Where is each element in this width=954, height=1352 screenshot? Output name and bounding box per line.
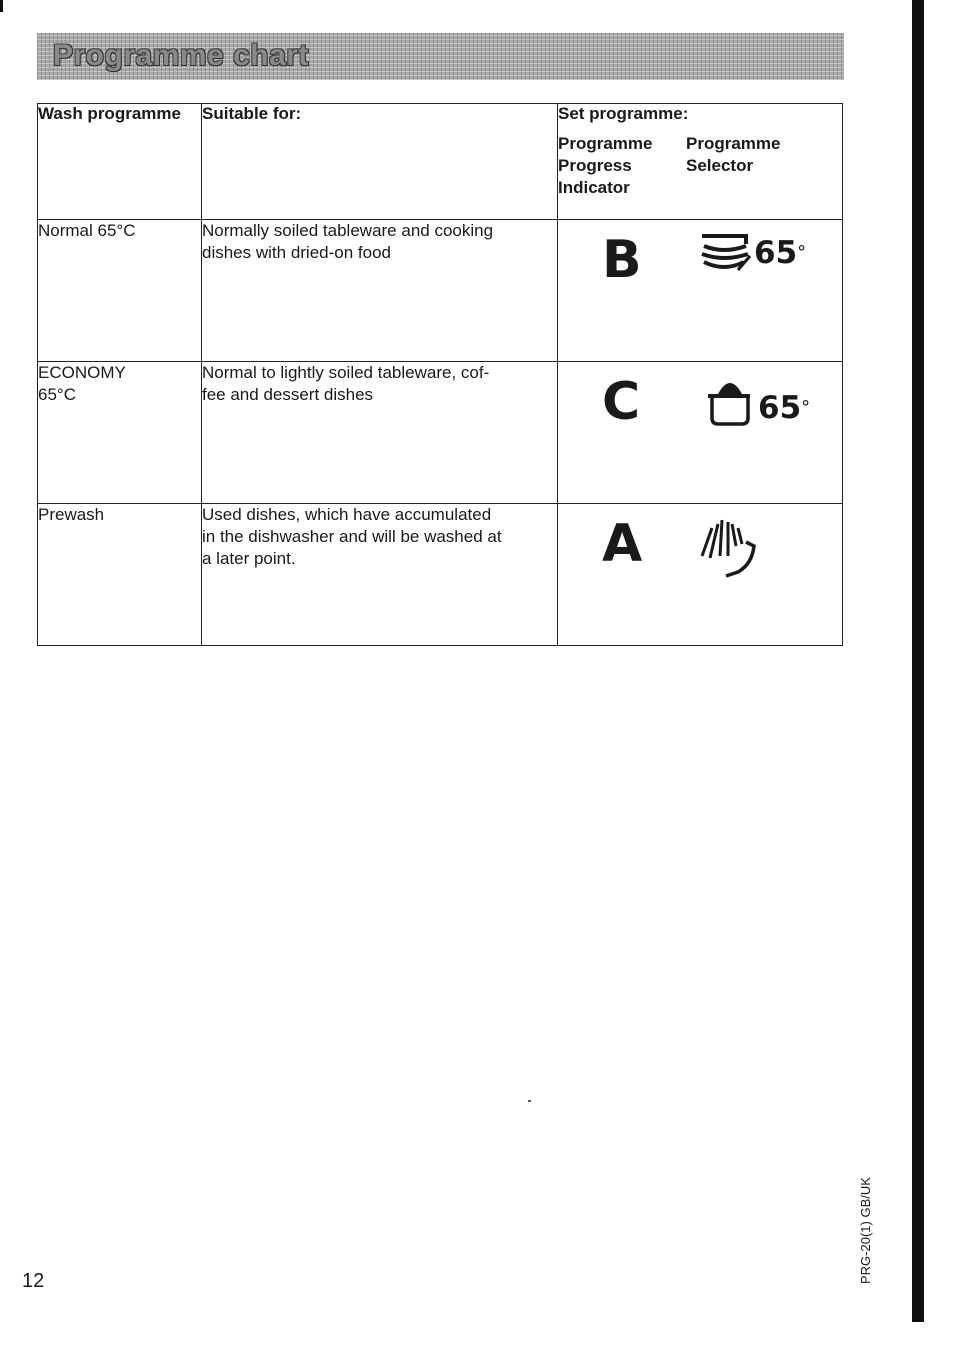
title-banner	[37, 33, 844, 80]
page-edge-bar	[912, 0, 924, 1322]
pots-stack-icon	[698, 230, 752, 276]
programme-selector-symbol	[698, 230, 806, 276]
programme-selector-symbol	[698, 516, 766, 580]
header-progress-indicator: Programme Progress Indicator	[558, 134, 653, 197]
row-set-programme	[558, 504, 843, 646]
progress-indicator-letter: A	[602, 514, 643, 574]
page-number: 12	[22, 1270, 45, 1292]
row-programme-name: ECONOMY 65°C	[38, 362, 202, 504]
document-code: PRG-20(1) GB/UK	[858, 1177, 873, 1284]
scan-speck	[528, 1100, 531, 1102]
table-row	[38, 220, 843, 362]
water-spray-icon	[698, 516, 764, 580]
header-set-programme-title: Set programme:	[558, 104, 689, 123]
row-suitable-for: Used dishes, which have accumulated in the dishwasher and will be washed at a later point.	[202, 504, 558, 646]
selector-temperature: 65°	[754, 235, 807, 271]
table-header-row	[38, 104, 843, 220]
row-suitable-for: Normally soiled tableware and cooking dishes with dried-on food	[202, 220, 558, 362]
progress-indicator-letter: C	[602, 372, 641, 432]
row-suitable-for: Normal to lightly soiled tableware, cof- fee and dessert dishes	[202, 362, 558, 504]
page-title: Programme chart	[53, 39, 309, 72]
row-programme-name: Prewash	[38, 504, 202, 646]
header-suitable-for: Suitable for:	[202, 104, 558, 220]
row-set-programme	[558, 362, 843, 504]
selector-temperature: 65°	[758, 390, 811, 426]
header-programme-selector: Programme Selector	[686, 134, 781, 175]
progress-indicator-letter: B	[602, 230, 642, 290]
cup-icon	[704, 374, 756, 428]
table-row	[38, 504, 843, 646]
row-programme-name: Normal 65°C	[38, 220, 202, 362]
table-row	[38, 362, 843, 504]
header-set-programme	[558, 104, 843, 220]
header-wash-programme: Wash programme	[38, 104, 202, 220]
programme-selector-symbol	[704, 374, 810, 428]
row-set-programme	[558, 220, 843, 362]
corner-mark	[0, 0, 3, 12]
programme-chart-table	[37, 103, 843, 646]
